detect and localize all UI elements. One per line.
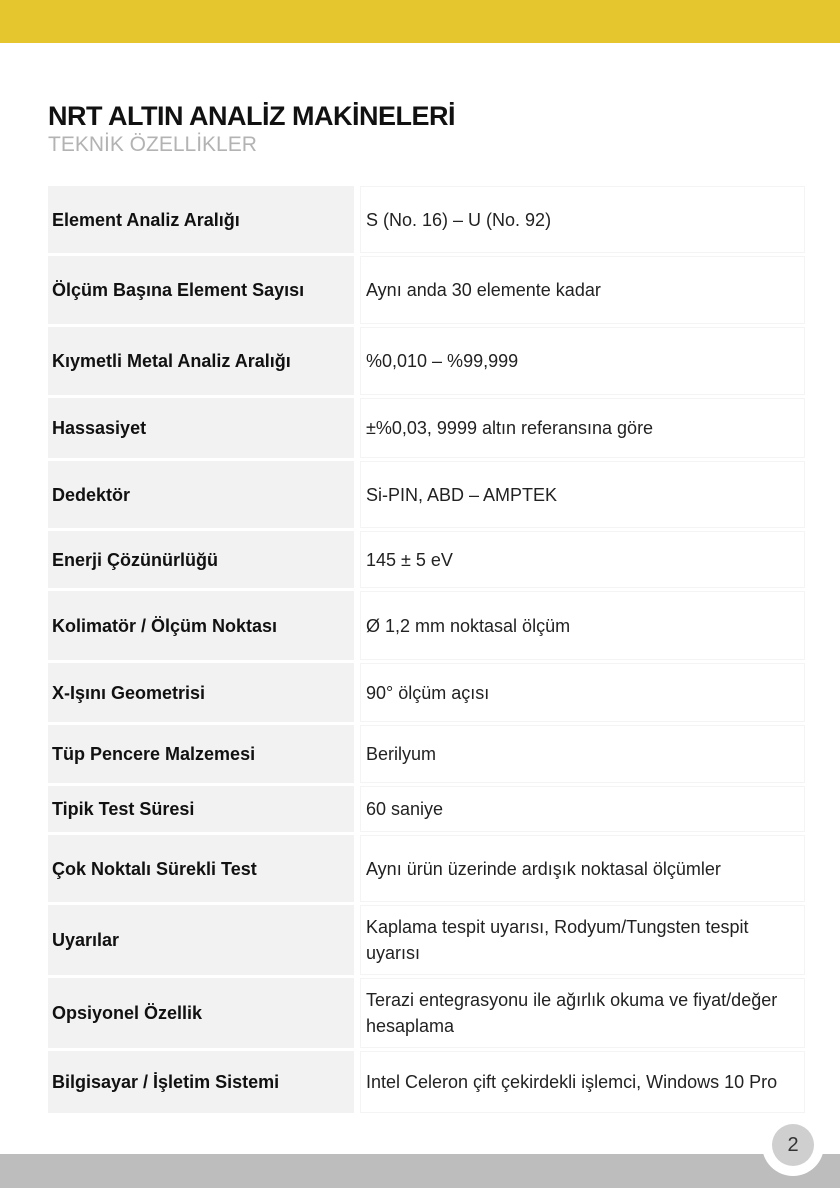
spec-value: Aynı ürün üzerinde ardışık noktasal ölçümler	[360, 835, 805, 902]
spec-label: Hassasiyet	[48, 398, 360, 458]
table-row	[48, 256, 805, 324]
spec-label: Element Analiz Aralığı	[48, 186, 360, 253]
table-row	[48, 786, 805, 832]
table-row	[48, 186, 805, 253]
spec-label: Kolimatör / Ölçüm Noktası	[48, 591, 360, 660]
spec-label: Tipik Test Süresi	[48, 786, 360, 832]
page-title: NRT ALTIN ANALİZ MAKİNELERİ	[48, 101, 455, 131]
footer-bar	[0, 1154, 840, 1188]
page-number: 2	[772, 1124, 814, 1166]
table-row	[48, 1051, 805, 1113]
spec-value: %0,010 – %99,999	[360, 327, 805, 395]
table-row	[48, 591, 805, 660]
spec-label: Çok Noktalı Sürekli Test	[48, 835, 360, 902]
spec-value: Kaplama tespit uyarısı, Rodyum/Tungsten tespit uyarısı	[360, 905, 805, 975]
spec-value: ±%0,03, 9999 altın referansına göre	[360, 398, 805, 458]
spec-label: Tüp Pencere Malzemesi	[48, 725, 360, 783]
table-row	[48, 978, 805, 1048]
page-subtitle: TEKNİK ÖZELLİKLER	[48, 133, 257, 156]
table-row	[48, 835, 805, 902]
table-row	[48, 905, 805, 975]
spec-value: Si-PIN, ABD – AMPTEK	[360, 461, 805, 528]
table-row	[48, 663, 805, 722]
spec-label: X-Işını Geometrisi	[48, 663, 360, 722]
spec-value: Intel Celeron çift çekirdekli işlemci, Windows 10 Pro	[360, 1051, 805, 1113]
spec-value: Aynı anda 30 elemente kadar	[360, 256, 805, 324]
spec-value: 60 saniye	[360, 786, 805, 832]
spec-value: Berilyum	[360, 725, 805, 783]
table-row	[48, 461, 805, 528]
table-row	[48, 398, 805, 458]
spec-value: 145 ± 5 eV	[360, 531, 805, 588]
spec-label: Enerji Çözünürlüğü	[48, 531, 360, 588]
top-accent-bar	[0, 0, 840, 43]
spec-value: 90° ölçüm açısı	[360, 663, 805, 722]
spec-label: Bilgisayar / İşletim Sistemi	[48, 1051, 360, 1113]
spec-label: Dedektör	[48, 461, 360, 528]
spec-label: Opsiyonel Özellik	[48, 978, 360, 1048]
spec-label: Uyarılar	[48, 905, 360, 975]
spec-label: Kıymetli Metal Analiz Aralığı	[48, 327, 360, 395]
spec-value: S (No. 16) – U (No. 92)	[360, 186, 805, 253]
spec-value: Ø 1,2 mm noktasal ölçüm	[360, 591, 805, 660]
table-row	[48, 327, 805, 395]
table-row	[48, 531, 805, 588]
spec-value: Terazi entegrasyonu ile ağırlık okuma ve fiyat/değer hesaplama	[360, 978, 805, 1048]
page-heading	[48, 100, 788, 158]
spec-table	[48, 183, 805, 1116]
spec-label: Ölçüm Başına Element Sayısı	[48, 256, 360, 324]
table-row	[48, 725, 805, 783]
